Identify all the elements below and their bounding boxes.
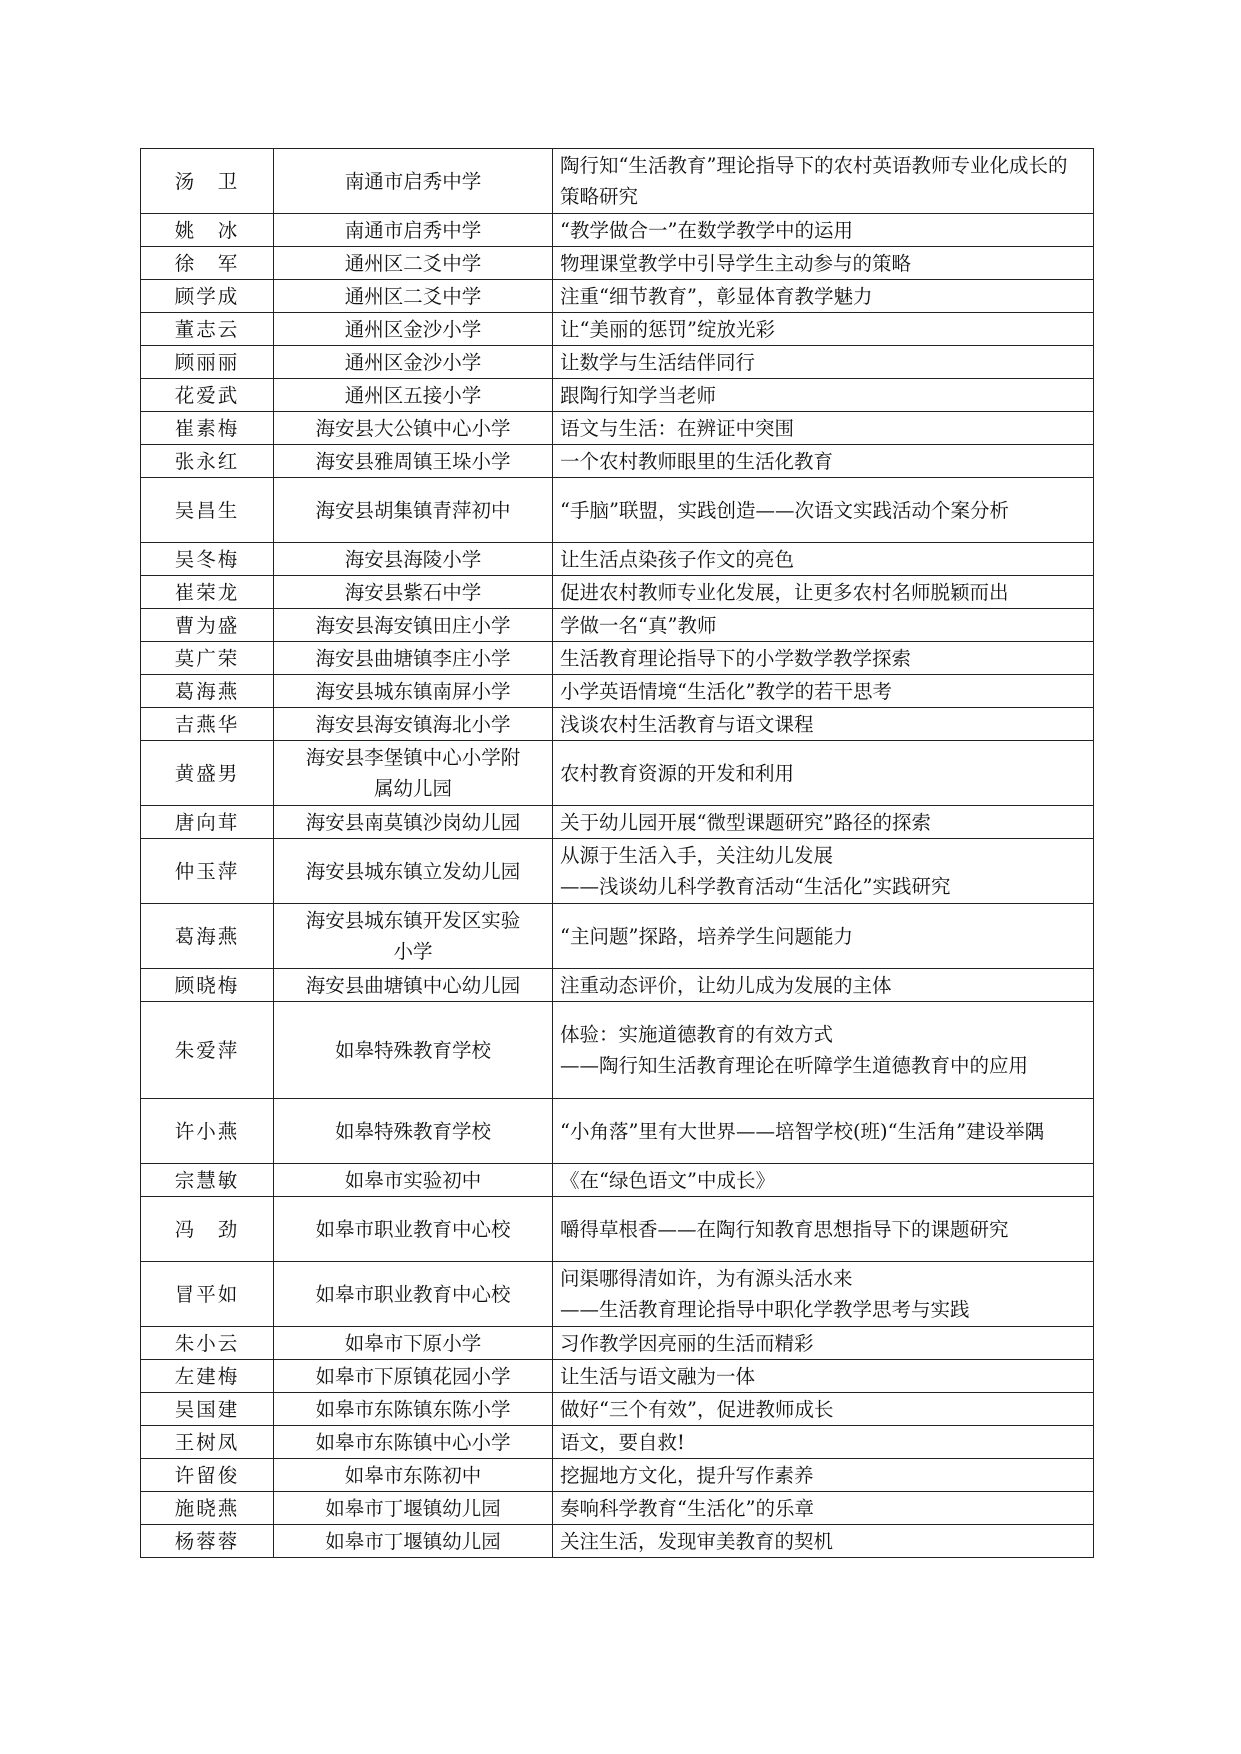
table-row [141,675,1094,708]
teacher-name-cell: 吴国建 [141,1393,274,1426]
teacher-name-cell: 宗慧敏 [141,1164,274,1197]
table-row [141,346,1094,379]
school-name-cell: 海安县雅周镇王垛小学 [274,445,553,478]
paper-title-cell: 生活教育理论指导下的小学数学教学探索 [553,642,1094,675]
paper-title-cell: 学做一名“真”教师 [553,609,1094,642]
school-name-cell: 海安县曲塘镇李庄小学 [274,642,553,675]
paper-title-cell: 促进农村教师专业化发展，让更多农村名师脱颖而出 [553,576,1094,609]
teacher-name-cell: 吴昌生 [141,478,274,543]
school-name-cell: 海安县海安镇田庄小学 [274,609,553,642]
table-row [141,1099,1094,1164]
school-name-cell: 如皋特殊教育学校 [274,1002,553,1099]
school-name-cell: 如皋市下原小学 [274,1327,553,1360]
school-name-cell: 海安县曲塘镇中心幼儿园 [274,969,553,1002]
teacher-name-cell: 董志云 [141,313,274,346]
table-row [141,1393,1094,1426]
paper-title-cell: 物理课堂教学中引导学生主动参与的策略 [553,247,1094,280]
school-name-cell: 如皋市丁堰镇幼儿园 [274,1492,553,1525]
school-name-cell: 通州区二爻中学 [274,247,553,280]
table-row [141,741,1094,806]
school-name-cell: 海安县海陵小学 [274,543,553,576]
paper-title-cell: 语文，要自救! [553,1426,1094,1459]
school-name-cell: 海安县胡集镇青萍初中 [274,478,553,543]
school-name-cell: 通州区金沙小学 [274,313,553,346]
paper-title-cell: 关于幼儿园开展“微型课题研究”路径的探索 [553,806,1094,839]
school-name-cell: 如皋特殊教育学校 [274,1099,553,1164]
table-row [141,1197,1094,1262]
paper-title-cell: “手脑”联盟，实践创造——次语文实践活动个案分析 [553,478,1094,543]
teacher-name-cell: 朱爱萍 [141,1002,274,1099]
paper-title-cell: 《在“绿色语文”中成长》 [553,1164,1094,1197]
paper-title-cell: “小角落”里有大世界——培智学校(班)“生活角”建设举隅 [553,1099,1094,1164]
paper-title-cell: 注重“细节教育”，彰显体育教学魅力 [553,280,1094,313]
paper-title-cell: 挖掘地方文化，提升写作素养 [553,1459,1094,1492]
school-name-cell: 海安县城东镇立发幼儿园 [274,839,553,904]
table-row [141,543,1094,576]
table-row [141,1262,1094,1327]
teacher-name-cell: 许留俊 [141,1459,274,1492]
school-name-cell: 海安县城东镇开发区实验 小学 [274,904,553,969]
paper-title-cell: 做好“三个有效”，促进教师成长 [553,1393,1094,1426]
paper-title-cell: 注重动态评价，让幼儿成为发展的主体 [553,969,1094,1002]
table-row [141,576,1094,609]
table-row [141,609,1094,642]
table-row [141,904,1094,969]
teacher-name-cell: 花爱武 [141,379,274,412]
table-row [141,1327,1094,1360]
paper-title-cell: “主问题”探路，培养学生问题能力 [553,904,1094,969]
school-name-cell: 如皋市实验初中 [274,1164,553,1197]
teacher-name-cell: 葛海燕 [141,675,274,708]
paper-title-cell: 跟陶行知学当老师 [553,379,1094,412]
teacher-name-cell: 施晓燕 [141,1492,274,1525]
paper-title-cell: 从源于生活入手，关注幼儿发展 ——浅谈幼儿科学教育活动“生活化”实践研究 [553,839,1094,904]
teacher-name-cell: 朱小云 [141,1327,274,1360]
school-name-cell: 海安县李堡镇中心小学附 属幼儿园 [274,741,553,806]
school-name-cell: 如皋市东陈初中 [274,1459,553,1492]
school-name-cell: 如皋市职业教育中心校 [274,1262,553,1327]
table-row [141,1164,1094,1197]
roster-table [140,148,1094,1558]
paper-title-cell: 嚼得草根香——在陶行知教育思想指导下的课题研究 [553,1197,1094,1262]
paper-title-cell: 习作教学因亮丽的生活而精彩 [553,1327,1094,1360]
teacher-name-cell: 冯 劲 [141,1197,274,1262]
table-row [141,1492,1094,1525]
school-name-cell: 海安县紫石中学 [274,576,553,609]
table-row [141,149,1094,214]
teacher-name-cell: 仲玉萍 [141,839,274,904]
paper-title-cell: 奏响科学教育“生活化”的乐章 [553,1492,1094,1525]
school-name-cell: 如皋市东陈镇中心小学 [274,1426,553,1459]
paper-title-cell: 浅谈农村生活教育与语文课程 [553,708,1094,741]
school-name-cell: 通州区金沙小学 [274,346,553,379]
table-row [141,313,1094,346]
table-row [141,1360,1094,1393]
teacher-name-cell: 曹为盛 [141,609,274,642]
teacher-name-cell: 冒平如 [141,1262,274,1327]
paper-title-cell: 问渠哪得清如许，为有源头活水来 ——生活教育理论指导中职化学教学思考与实践 [553,1262,1094,1327]
paper-title-cell: 体验：实施道德教育的有效方式 ——陶行知生活教育理论在听障学生道德教育中的应用 [553,1002,1094,1099]
table-row [141,839,1094,904]
table-row [141,1426,1094,1459]
teacher-name-cell: 汤 卫 [141,149,274,214]
school-name-cell: 如皋市丁堰镇幼儿园 [274,1525,553,1558]
school-name-cell: 如皋市职业教育中心校 [274,1197,553,1262]
teacher-name-cell: 崔素梅 [141,412,274,445]
teacher-name-cell: 顾学成 [141,280,274,313]
table-row [141,478,1094,543]
table-row [141,214,1094,247]
teacher-name-cell: 杨蓉蓉 [141,1525,274,1558]
teacher-name-cell: 崔荣龙 [141,576,274,609]
table-row [141,1525,1094,1558]
school-name-cell: 如皋市东陈镇东陈小学 [274,1393,553,1426]
paper-title-cell: 让“美丽的惩罚”绽放光彩 [553,313,1094,346]
table-row [141,412,1094,445]
teacher-name-cell: 黄盛男 [141,741,274,806]
paper-title-cell: 语文与生活：在辨证中突围 [553,412,1094,445]
paper-title-cell: “教学做合一”在数学教学中的运用 [553,214,1094,247]
table-row [141,708,1094,741]
table-row [141,969,1094,1002]
table-row [141,445,1094,478]
teacher-name-cell: 唐向茸 [141,806,274,839]
table-row [141,247,1094,280]
paper-title-cell: 让生活与语文融为一体 [553,1360,1094,1393]
table-row [141,379,1094,412]
teacher-name-cell: 顾晓梅 [141,969,274,1002]
table-row [141,1002,1094,1099]
table-row [141,1459,1094,1492]
school-name-cell: 海安县大公镇中心小学 [274,412,553,445]
school-name-cell: 海安县南莫镇沙岗幼儿园 [274,806,553,839]
teacher-name-cell: 徐 军 [141,247,274,280]
paper-title-cell: 让数学与生活结伴同行 [553,346,1094,379]
teacher-name-cell: 吉燕华 [141,708,274,741]
school-name-cell: 通州区五接小学 [274,379,553,412]
school-name-cell: 海安县海安镇海北小学 [274,708,553,741]
school-name-cell: 如皋市下原镇花园小学 [274,1360,553,1393]
paper-title-cell: 小学英语情境“生活化”教学的若干思考 [553,675,1094,708]
teacher-name-cell: 姚 冰 [141,214,274,247]
school-name-cell: 通州区二爻中学 [274,280,553,313]
teacher-name-cell: 吴冬梅 [141,543,274,576]
teacher-name-cell: 葛海燕 [141,904,274,969]
paper-title-cell: 陶行知“生活教育”理论指导下的农村英语教师专业化成长的策略研究 [553,149,1094,214]
teacher-name-cell: 莫广荣 [141,642,274,675]
paper-title-cell: 农村教育资源的开发和利用 [553,741,1094,806]
paper-title-cell: 关注生活，发现审美教育的契机 [553,1525,1094,1558]
school-name-cell: 海安县城东镇南屏小学 [274,675,553,708]
teacher-name-cell: 王树凤 [141,1426,274,1459]
table-row [141,642,1094,675]
roster-table-body [141,149,1094,1558]
paper-title-cell: 一个农村教师眼里的生活化教育 [553,445,1094,478]
school-name-cell: 南通市启秀中学 [274,149,553,214]
teacher-name-cell: 左建梅 [141,1360,274,1393]
paper-title-cell: 让生活点染孩子作文的亮色 [553,543,1094,576]
school-name-cell: 南通市启秀中学 [274,214,553,247]
table-row [141,806,1094,839]
teacher-name-cell: 张永红 [141,445,274,478]
teacher-name-cell: 许小燕 [141,1099,274,1164]
teacher-name-cell: 顾丽丽 [141,346,274,379]
table-row [141,280,1094,313]
